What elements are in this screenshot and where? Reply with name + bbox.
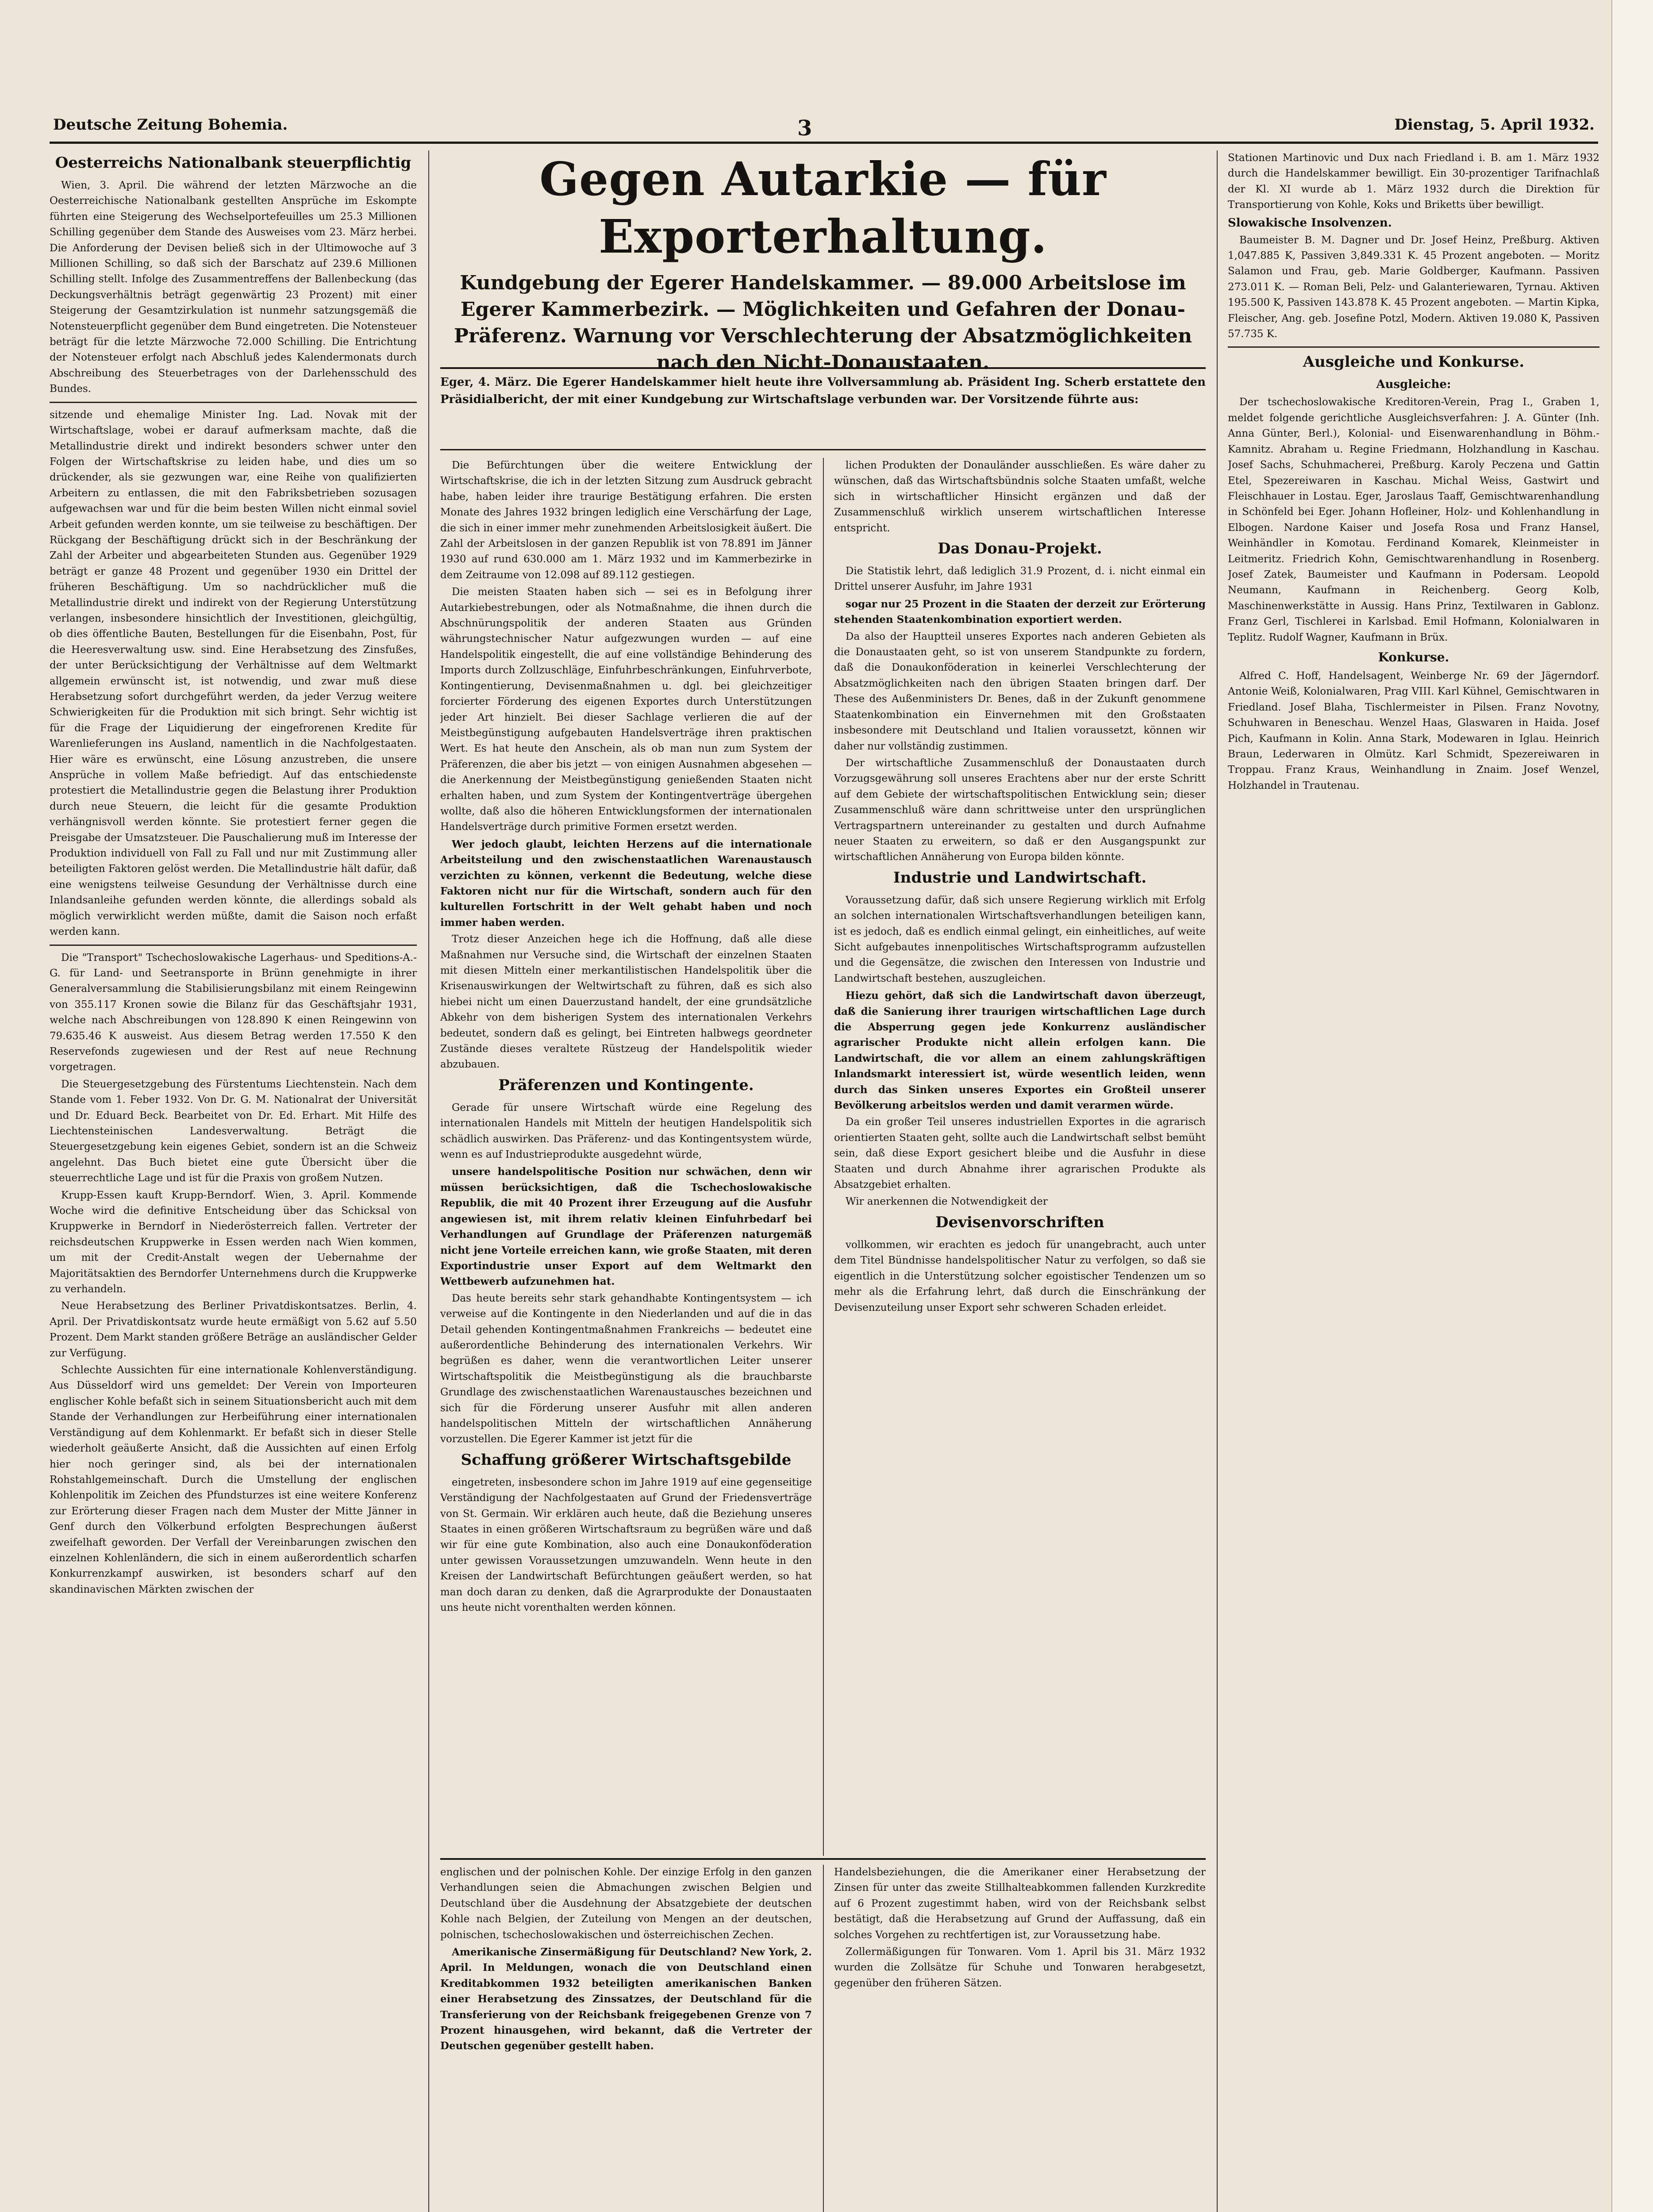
- article-paragraph-bold: Hiezu gehört, daß sich die Landwirtschaft davon überzeugt, daß die Sanierung ihrer traurigen wirtschaftlichen Lage durch die Absperrung gegen jede Konkurrenz ausländischer agrarischer Produkte nicht allein erfolgen kann. Die Landwirtschaft, die vor allem an einem zahlungskräftigen Inlandsmarkt interessiert ist, würde wesentlich leiden, wenn durch das Sinken unseres Exportes ein Großteil unserer Bevölkerung arbeitslos werden und damit verarmen würde.: [834, 990, 1206, 1112]
- column-3-lower: [834, 1865, 1206, 2212]
- column-rule: [823, 458, 824, 1856]
- section-heading: Ausgleiche und Konkurse.: [1303, 353, 1525, 371]
- article-paragraph: Wir anerkennen die Notwendigkeit der: [846, 1196, 1048, 1208]
- article-paragraph-bold: sogar nur 25 Prozent in die Staaten der derzeit zur Erörterung stehenden Staatenkombination exportiert werden.: [834, 598, 1206, 626]
- article-paragraph: Wien, 3. April. Die während der letzten Märzwoche an die Oesterreichische Nationalbank gestellten Ansprüche im Eskompte führten eine Steigerung des Wechselportefeuilles um 25.3 Millionen Schilling gegenüber dem Stande des Ausweises vom 23. März herbei. Die Anforderung der Devisen beließ sich in der Ultimowoche auf 3 Millionen Schilling, so daß sich der Barschatz auf 239.6 Millionen Schilling stellt. Infolge des Zusammentreffens der Ballenbeckung (das Deckungsverhältnis beträgt gegenwärtig 23 Prozent) mit einer Steigerung der Gesamtzirkulation ist nunmehr satzungsgemäß die Notensteuerpflicht gegenüber dem Bund eingetreten. Die Notensteuer beträgt für die letzte Märzwoche 72.000 Schilling. Die Entrichtung der Notensteuer erfolgt nach Abschluß jedes Kalendermonats durch Abschreibung des Steuerbetrages von der Darlehensschuld des Bundes.: [50, 180, 417, 395]
- article-paragraph: eingetreten, insbesondere schon im Jahre 1919 auf eine gegenseitige Verständigung der Nachfolgestaaten auf Grund der Friedensverträge von St. Germain. Wir erklären auch heute, daß die Beziehung unseres Staates in einen größeren Wirtschaftsraum zu begrüßen wäre und daß wir für eine gute Kombination, also auch eine Donaukonföderation unter gewissen Voraussetzungen umzuwandeln. Wenn heute in den Kreisen der Landwirtschaft Befürchtungen geäußert werden, so hat man doch daran zu denken, daß die Agrarprodukte der Donaustaaten uns heute nicht vorenthalten werden können.: [440, 1476, 812, 1614]
- column-1: [50, 150, 417, 2212]
- section-heading: Präferenzen und Kontingente.: [498, 1076, 754, 1094]
- article-paragraph: Der tschechoslowakische Kreditoren-Verein, Prag I., Graben 1, meldet folgende gerichtliche Ausgleichsverfahren: J. A. Günter (Inh. Anna Günter, Berl.), Kolonial- und Eisenwarenhandlung in Böhm.-Kamnitz. Abraham u. Regine Friedmann, Holzhandlung in Kaschau. Josef Sachs, Schuhmacherei, Preßburg. Karoly Peczena und Gattin Etel, Spezereiwaren in Kaschau. Michal Weiss, Gastwirt und Fleischhauer in Lostau. Eger, Jaroslaus Taaff, Gemischtwarenhandlung in Schönfeld bei Eger. Johann Hofleiner, Holz- und Kohlenhandlung in Elbogen. Nardone Kaiser und Josefa Rosa und Franz Hansel, Weinhändler in Komotau. Ferdinand Komarek, Kleinmeister in Leitmeritz. Friedrich Kohn, Gemischtwarenhandlung in Rosenberg. Josef Zatek, Baumeister und Kaufmann in Podersam. Leopold Neumann, Kaufmann in Reichenberg. Georg Kolb, Maschinenwerkstätte in Aussig. Hans Prinz, Textilwaren in Gablonz. Franz Gerl, Tischlerei in Karlsbad. Emil Hofmann, Kolonialwaren in Teplitz. Rudolf Wagner, Kaufmann in Brüx.: [1228, 396, 1599, 643]
- article-paragraph-bold: unsere handelspolitische Position nur schwächen, denn wir müssen berücksichtigen, daß die Tschechoslowakische Republik, die mit 40 Prozent ihrer Erzeugung auf die Ausfuhr angewiesen ist, mit ihrem relativ kleinen Einfuhrbedarf bei Verhandlungen auf Grundlage der Präferenzen naturgemäß nicht jene Vorteile erreichen kann, wie große Staaten, mit deren Exportindustrie unser Export auf dem Weltmarkt den Wettbewerb aufzunehmen hat.: [440, 1166, 812, 1288]
- newspaper-name: Deutsche Zeitung Bohemia.: [53, 116, 288, 134]
- column-3: [834, 458, 1206, 1851]
- column-rule: [823, 1865, 824, 2212]
- section-heading: Slowakische Insolvenzen.: [1228, 216, 1392, 230]
- issue-date: Dienstag, 5. April 1932.: [1394, 116, 1595, 134]
- article-paragraph: sitzende und ehemalige Minister Ing. Lad. Novak mit der Wirtschaftslage, wobei er darauf aufmerksam machte, daß die Metallindustrie direkt und indirekt besonders schwer unter den Folgen der Wirtschaftskrise zu leiden habe, und dies um so drückender, als sie gezwungen war, eine Reihe von qualifizierten Arbeitern zu entlassen, die mit den Fabriksbetrieben sozusagen aufgewachsen war und für die beim besten Willen nicht einmal soviel Arbeit gefunden werden konnte, um sie teilweise zu beschäftigen. Der Rückgang der Beschäftigung drückt sich in der Beschränkung der Zahl der Arbeiter und abgearbeiteten Stunden aus. Gegenüber 1929 beträgt er ganze 48 Prozent und gegenüber 1930 ein Drittel der früheren Beschäftigung. Um so nachdrücklicher muß die Metallindustrie direkt und indirekt von der Regierung Unterstützung verlangen, insbesondere hinsichtlich der Investitionen, gleichgültig, ob dies öffentliche Bauten, Bestellungen für die Eisenbahn, Post, für die Heeresverwaltung usw. sind. Eine Herabsetzung des Zinsfußes, der unter Berücksichtigung der Verhältnisse auf dem Weltmarkt allgemein erwünscht ist, ist notwendig, und zwar muß diese Herabsetzung sofort durchgeführt werden, da jeder Verzug weitere Schwierigkeiten für die Produktion mit sich bringt. Sehr wichtig ist für die Frage der Liquidierung der eingefrorenen Kredite für Warenlieferungen ins Ausland, namentlich in die Nachfolgestaaten. Hier wäre es erwünscht, eine Lösung anzustreben, die unsere Ansprüche in vollem Maße befriedigt. Auf das entschiedenste protestiert die Metallindustrie gegen die Belastung ihrer Produktion durch neue Steuern, die leicht für die gesamte Produktion verhängnisvoll werden könnte. Sie protestiert ferner gegen die Preisgabe der Umsatzsteuer. Die Pauschalierung muß im Interesse der Produktion individuell von Fall zu Fall und nur mit Zustimmung aller beteiligten Faktoren gelöst werden. Die Metallindustrie hält dafür, daß eine wenigstens teilweise Gesundung der Verhältnisse durch eine Inlandsanleihe gefunden werden könnte, die allerdings sobald als möglich verwirklicht werden müßte, damit die Saison noch erfaßt werden kann.: [50, 409, 417, 938]
- article-paragraph: Baumeister B. M. Dagner und Dr. Josef Heinz, Preßburg. Aktiven 1,047.885 K, Passiven 3,849.331 K. 45 Prozent angeboten. — Moritz Salamon und Frau, geb. Marie Goldberger, Kaufmann. Passiven 273.011 K. — Roman Beli, Pelz- und Galanteriewaren, Tyrnau. Aktiven 195.500 K, Passiven 143.878 K. 45 Prozent angeboten. — Martin Kipka, Fleischer, Ang. geb. Josefine Potzl, Modern. Aktiven 19.080 K, Passiven 57.735 K.: [1228, 234, 1599, 340]
- article-paragraph: Stationen Martinovic und Dux nach Friedland i. B. am 1. März 1932 durch die Handelskammer bewilligt. Ein 30-prozentiger Tarifnachlaß der Kl. XI wurde ab 1. März 1932 durch die Direktion für Transportierung von Kohle, Koks und Briketts über bewilligt.: [1228, 152, 1599, 211]
- article-paragraph-bold: Amerikanische Zinsermäßigung für Deutschland? New York, 2. April. In Meldungen, wonach die von Deutschland einen Kreditabkommen 1932 beteiligten amerikanischen Banken einer Herabsetzung des Zinssatzes, der Deutschland für die Transferierung von der Reichsbank freigegebenen Grenze von 7 Prozent hinausgehen, wird bekannt, daß die Vertreter der Deutschen gegenüber gestellt haben.: [440, 1946, 812, 2052]
- article-paragraph: Neue Herabsetzung des Berliner Privatdiskontsatzes. Berlin, 4. April. Der Privatdiskontsatz wurde heute ermäßigt von 5.62 auf 5.50 Prozent. Dem Markt standen größere Beträge an ausländischer Gelder zur Verfügung.: [50, 1300, 417, 1359]
- article-paragraph: Die Statistik lehrt, daß lediglich 31.9 Prozent, d. i. nicht einmal ein Drittel unserer Ausfuhr, im Jahre 1931: [834, 565, 1206, 593]
- article-paragraph: Schlechte Aussichten für eine internationale Kohlenverständigung. Aus Düsseldorf wird uns gemeldet: Der Verein von Importeuren englischer Kohle befaßt sich in seinem Situationsbericht auch mit dem Stande der Verhandlungen zur Herbeiführung einer internationalen Verständigung auf dem Kohlenmarkt. Er befaßt sich in dieser Stelle wiederholt geäußerte Ansicht, daß die Aussichten auf einen Erfolg hier noch geringer sind, als bei der internationalen Rohstahlgemeinschaft. Durch die Umstellung der englischen Kohlenpolitik im Zeichen des Pfundsturzes ist eine weitere Konferenz zur Erörterung dieser Fragen nach dem Muster der Mitte Jänner in Genf durch den Völkerbund erfolgten Besprechungen äußerst zweifelhaft geworden. Der Verfall der Vereinbarungen zwischen den einzelnen Kohlenländern, die sich in einem außerordentlich scharfen Konkurrenzkampf auswirken, ist besonders scharf auf den skandinavischen Märkten zwischen der: [50, 1364, 417, 1595]
- article-title: Oesterreichs Nationalbank steuerpflichtig: [55, 154, 411, 172]
- article-paragraph: Das heute bereits sehr stark gehandhabte Kontingentsystem — ich verweise auf die Kontingente in den Niederlanden und auf die in das Detail gehenden Kontingentmaßnahmen Frankreichs — bedeutet eine außerordentliche Behinderung des internationalen Verkehrs. Wir begrüßen es daher, wenn die verantwortlichen Leiter unserer Wirtschaftspolitik die Meistbegünstigung als die brauchbarste Grundlage des zwischenstaatlichen Warenaustausches bezeichnen und sich für die Förderung unserer Ausfuhr mit allen anderen handelspolitischen Mitteln der wirtschaftlichen Annäherung vorzustellen. Die Egerer Kammer ist jetzt für die: [440, 1292, 812, 1445]
- sub-heading: Konkurse.: [1378, 649, 1449, 664]
- horizontal-rule: [440, 1858, 1206, 1860]
- column-rule: [428, 150, 429, 2212]
- divider: [50, 402, 417, 403]
- article-paragraph: vollkommen, wir erachten es jedoch für unangebracht, auch unter dem Titel Bündnisse handelspolitischer Natur zu verfolgen, so daß sie eigentlich in die Unterstützung solcher egoistischer Tendenzen um so mehr als die Erfahrung lehrt, daß durch die Einschränkung der Devisenzuteilung unser Export sehr schweren Schaden erleidet.: [834, 1239, 1206, 1313]
- divider: [50, 945, 417, 946]
- sub-headline: Kundgebung der Egerer Handelskammer. — 89.000 Arbeitslose im Egerer Kammerbezirk. — Möglichkeiten und Gefahren der Donau-Präferenz. Warnung vor Verschlechterung der Absatzmöglichkeiten nach den Nicht-Donaustaaten.: [454, 272, 1192, 374]
- column-4: [1228, 150, 1599, 2212]
- section-heading: Devisenvorschriften: [935, 1213, 1104, 1231]
- article-paragraph: Voraussetzung dafür, daß sich unsere Regierung wirklich mit Erfolg an solchen internationalen Wirtschaftsverhandlungen beteiligen kann, ist es jedoch, daß es endlich einmal gelingt, ein einheitliches, auf weite Sicht aufgebautes innenpolitisches Wirtschaftsprogramm aufzustellen und die Gegensätze, die zwischen den Interessen von Industrie und Landwirtschaft bestehen, auszugleichen.: [834, 894, 1206, 984]
- divider: [1228, 346, 1599, 348]
- article-paragraph: Krupp-Essen kauft Krupp-Berndorf. Wien, 3. April. Kommende Woche wird die definitive Entscheidung über das Schicksal von Kruppwerke in Berndorf in Niederösterreich fallen. Vertreter der reichsdeutschen Kruppwerke in Essen werden nach Wien kommen, um mit der Credit-Anstalt wegen der Uebernahme der Majoritätsaktien des Berndorfer Unternehmens durch die Kruppwerke zu verhandeln.: [50, 1189, 417, 1295]
- column-rule: [1217, 150, 1218, 2212]
- page-header: [50, 110, 1598, 144]
- section-heading: Schaffung größerer Wirtschaftsgebilde: [461, 1451, 792, 1469]
- article-paragraph: Alfred C. Hoff, Handelsagent, Weinberge Nr. 69 der Jägerndorf. Antonie Weiß, Kolonialwaren, Prag VIII. Karl Kühnel, Gemischtwaren in Friedland. Josef Blaha, Tischlermeister in Pilsen. Franz Novotny, Schuhwaren in Beneschau. Wenzel Haas, Glaswaren in Haida. Josef Pich, Kaufmann in Kolin. Anna Stark, Modewaren in Iglau. Heinrich Braun, Lederwaren in Olmütz. Karl Schmidt, Spezereiwaren in Troppau. Franz Kraus, Weinhandlung in Znaim. Josef Wenzel, Holzhandel in Trautenau.: [1228, 670, 1599, 791]
- article-paragraph-bold: Wer jedoch glaubt, leichten Herzens auf die internationale Arbeitsteilung und den zwischenstaatlichen Warenaustausch verzichten zu können, verkennt die Bedeutung, welche diese Faktoren nicht nur für die Wirtschaft, sondern auch für den kulturellen Fortschritt in der Welt gehabt haben und noch immer haben werden.: [440, 838, 812, 929]
- article-paragraph: Die "Transport" Tschechoslowakische Lagerhaus- und Speditions-A.-G. für Land- und Seetransporte in Brünn genehmigte in ihrer Generalversammlung die Stabilisierungsbilanz mit einem Reingewinn von 355.117 Kronen sowie die Bilanz für das Geschäftsjahr 1931, welche nach Abschreibungen von 128.890 K einen Reingewinn von 79.635.46 K ausweist. Aus diesem Betrag werden 17.550 K den Reservefonds zugewiesen und der Rest auf neue Rechnung vorgetragen.: [50, 952, 417, 1073]
- article-paragraph: Gerade für unsere Wirtschaft würde eine Regelung des internationalen Handels mit Mitteln der heutigen Handelspolitik sich schädlich auswirken. Das Präferenz- und das Kontingentsystem würde, wenn es auf Industrieprodukte ausgedehnt würde,: [440, 1102, 812, 1161]
- sub-heading: Ausgleiche:: [1376, 378, 1451, 392]
- article-paragraph: Handelsbeziehungen, die die Amerikaner einer Herabsetzung der Zinsen für unter das zweite Stillhalteabkommen fallenden Kurzkredite auf 6 Prozent zugestimmt haben, wird von der Reichsbank selbst bestätigt, daß die Herabsetzung auf Grund der Auffassung, daß ein solches Vorgehen zu rechtfertigen ist, zur Voraussetzung habe.: [834, 1866, 1206, 1941]
- article-paragraph: Die meisten Staaten haben sich — sei es in Befolgung ihrer Autarkiebestrebungen, oder als Notmaßnahme, die ihnen durch die Abschnürungspolitik der anderen Staaten aus Gründen währungstechnischer Natur aufgezwungen wurden — auf eine Handelspolitik eingestellt, die auf eine vollständige Behinderung des Imports durch Zollzuschläge, Einfuhrbeschränkungen, Einfuhrverbote, Kontingentierung, Devisenmaßnahmen u. dgl. bei gleichzeitiger forcierter Förderung des eigenen Exportes durch Unterstützungen jeder Art hinzielt. Bei dieser Sachlage verlieren die auf der Meistbegünstigung aufgebauten Handelsverträge ihren praktischen Wert. Es hat heute den Anschein, als ob man nun zum System der Präferenzen, die aber bis jetzt — von einigen Ausnahmen abgesehen — die Anerkennung der Meistbegünstigung genießenden Staaten nicht erhalten haben, und zum System der Kontingentverträge übergehen wollte, daß also die höheren Entwicklungsformen der internationalen Handelsverträge durch primitive Formen ersetzt werden.: [440, 586, 812, 833]
- article-paragraph: Da ein großer Teil unseres industriellen Exportes in die agrarisch orientierten Staaten geht, sollte auch die Landwirtschaft selbst bemüht sein, daß diese Export gesichert bleibe und die Ausfuhr in diese Staaten und durch Abnahme ihrer agrarischen Produkte als Absatzgebiet erhalten.: [834, 1116, 1206, 1191]
- article-paragraph: Die Befürchtungen über die weitere Entwicklung der Wirtschaftskrise, die ich in der letzten Sitzung zum Ausdruck gebracht habe, haben leider ihre traurige Bestätigung erfahren. Die ersten Monate des Jahres 1932 bringen lediglich eine Verschärfung der Lage, die sich in einer immer mehr zunehmenden Arbeitslosigkeit äußert. Die Zahl der Arbeitslosen in der ganzen Republik ist von 78.891 im Jänner 1930 auf rund 630.000 am 1. März 1932 und im Kammerbezirke in dem Zeitraume von 12.098 auf 89.112 gestiegen.: [440, 460, 812, 581]
- section-heading: Industrie und Landwirtschaft.: [893, 868, 1147, 887]
- article-paragraph: Da also der Hauptteil unseres Exportes nach anderen Gebieten als die Donaustaaten geht, so ist von unserem Standpunkte zu fordern, daß die Donaukonföderation in keinerlei Verschlechterung der Absatzmöglichkeiten nach den übrigen Staaten bringen darf. Der These des Außenministers Dr. Benes, daß in der Zukunft genommene Staatenkombination ein Einvernehmen mit den Großstaaten insbesondere mit Deutschland und Italien voraussetzt, können wir daher nur vollständig zustimmen.: [834, 630, 1206, 752]
- lead-paragraph: Eger, 4. März. Die Egerer Handelskammer hielt heute ihre Vollversammlung ab. Präsident Ing. Scherb erstattete den Präsidialbericht, der mit einer Kundgebung zur Wirtschaftslage verbunden war. Der Vorsitzende führte aus:: [440, 374, 1206, 450]
- main-headline-block: [440, 150, 1206, 374]
- article-paragraph: englischen und der polnischen Kohle. Der einzige Erfolg in den ganzen Verhandlungen seien die Abmachungen zwischen Belgien und Deutschland über die Ausdehnung der Absatzgebiete der deutschen Kohle nach Belgien, der Zuteilung von Mengen an der deutschen, polnischen, tschechoslowakischen und österreichischen Zechen.: [440, 1866, 812, 1941]
- page-number: 3: [797, 116, 812, 141]
- column-2-lower: [440, 1865, 812, 2212]
- main-headline: Gegen Autarkie — für Exporterhaltung.: [539, 152, 1107, 264]
- adjacent-page-edge: [1611, 0, 1653, 2212]
- article-paragraph: lichen Produkten der Donauländer ausschließen. Es wäre daher zu wünschen, daß das Wirtschaftsbündnis solche Staaten umfaßt, welche sich in wirtschaftlicher Hinsicht ergänzen und daß der Zusammenschluß wirklich unserem wirtschaftlichen Interesse entspricht.: [834, 460, 1206, 534]
- section-heading: Das Donau-Projekt.: [938, 540, 1102, 558]
- column-2: [440, 458, 812, 1851]
- article-paragraph: Trotz dieser Anzeichen hege ich die Hoffnung, daß alle diese Maßnahmen nur Versuche sind, die Wirtschaft der einzelnen Staaten mit diesen Mitteln einer merkantilistischen Handelspolitik über die Krisenauswirkungen der Weltwirtschaft zu führen, daß es sich also hiebei nicht um einen Dauerzustand handelt, der eine grundsätzliche Abkehr von dem bisherigen System des internationalen Verkehrs bedeutet, sondern daß es gelingt, bei Eintreten halbwegs geordneter Zustände dieses veraltete Rüstzeug der Handelspolitik wieder abzubauen.: [440, 933, 812, 1071]
- article-paragraph: Die Steuergesetzgebung des Fürstentums Liechtenstein. Nach dem Stande vom 1. Feber 1932. Von Dr. G. M. Nationalrat der Universität und Dr. Eduard Beck. Bearbeitet von Dr. Ed. Erhart. Mit Hilfe des Liechtensteinischen Landesverwaltung. Beträgt die Steuergesetzgebung kein eigenes Gebiet, sondern ist an die Schweiz angelehnt. Das Buch bietet eine gute Übersicht über die steuerrechtliche Lage und ist für die Praxis von großem Nutzen.: [50, 1078, 417, 1184]
- article-paragraph: Der wirtschaftliche Zusammenschluß der Donaustaaten durch Vorzugsgewährung soll unseres Erachtens aber nur der erste Schritt auf dem Gebiete der wirtschaftspolitischen Entwicklung sein; dieser Zusammenschluß wäre dann schrittweise unter den ursprünglichen Vertragspartnern untereinander zu gestalten und durch Aufnahme neuer Staaten zu erweitern, so daß er den Ausgangspunkt zur wirtschaftlichen Annäherung von Europa bilden könnte.: [834, 757, 1206, 863]
- article-paragraph: Zollermäßigungen für Tonwaren. Vom 1. April bis 31. März 1932 wurden die Zollsätze für Schuhe und Tonwaren herabgesetzt, gegenüber den früheren Sätzen.: [834, 1946, 1206, 1989]
